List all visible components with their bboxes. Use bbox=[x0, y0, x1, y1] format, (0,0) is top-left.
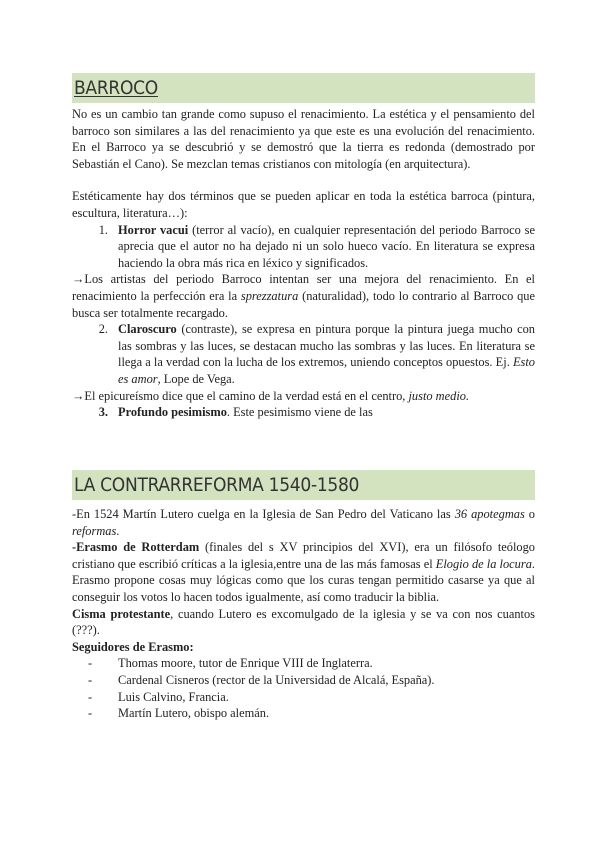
item-text: . Este pesimismo viene de las bbox=[226, 405, 373, 420]
list-number: 3. bbox=[98, 405, 108, 420]
example-title: Esto es amor bbox=[118, 355, 535, 386]
barroco-note-2 bbox=[72, 388, 535, 405]
term-cisma: Cisma protestante bbox=[72, 606, 171, 621]
item-text: , Lope de Vega. bbox=[157, 371, 235, 386]
follower-text: Luis Calvino, Francia. bbox=[118, 689, 229, 704]
list-item bbox=[88, 705, 535, 722]
list-number: 1. bbox=[98, 222, 108, 237]
paragraph-text: . bbox=[116, 523, 120, 538]
term-justo-medio: justo medio. bbox=[408, 388, 470, 403]
term-sprezzatura: sprezzatura bbox=[240, 288, 299, 303]
heading-barroco-text: BARROCO bbox=[74, 77, 158, 99]
list-dash: - bbox=[88, 672, 93, 687]
list-item bbox=[88, 672, 535, 689]
followers-heading: Seguidores de Erasmo: bbox=[72, 639, 194, 654]
term-pesimismo: Profundo pesimismo bbox=[118, 405, 227, 420]
term-claroscuro: Claroscuro bbox=[118, 322, 177, 337]
item-text: (contraste), se expresa en pintura porque la pintura juega mucho con las sombras y las luces, se destacan mucho las sombras y las luces. En literatura se llega a la verdad con la lucha de los extremos, uniendo conceptos opuestos. Ej. bbox=[118, 322, 535, 370]
paragraph-text: . Erasmo propone cosas muy lógicas como que los curas tengan permitido casarse ya que al conseguir los votos lo hacen todos igualmente, así como traducir la biblia. bbox=[72, 556, 536, 604]
list-item-horror-vacui bbox=[86, 222, 535, 272]
term-apotegmas: 36 apotegmas bbox=[454, 507, 525, 521]
barroco-note-1 bbox=[72, 271, 535, 321]
list-number: 2. bbox=[98, 322, 108, 337]
paragraph-text: o bbox=[524, 507, 535, 521]
note-text: (naturalidad), todo lo contrario al Barroco que busca ser totalmente recargado. bbox=[72, 288, 535, 320]
barroco-terms-intro: Estéticamente hay dos términos que se pueden aplicar en toda la estética barroca (pintura, escultura, literatura…): bbox=[72, 189, 535, 220]
list-dash: - bbox=[88, 706, 93, 721]
list-item bbox=[88, 655, 535, 672]
section-barroco bbox=[72, 73, 535, 421]
follower-text: Martín Lutero, obispo alemán. bbox=[118, 706, 270, 721]
paragraph-text: , cuando Lutero es excomulgado de la iglesia y se va con nos cuantos (???). bbox=[72, 606, 535, 638]
title-elogio-locura: Elogio de la locura bbox=[435, 556, 532, 571]
heading-barroco bbox=[72, 73, 535, 103]
follower-text: Thomas moore, tutor de Enrique VIII de Inglaterra. bbox=[118, 656, 373, 671]
item-text: (terror al vacío), en cualquier representación del periodo Barroco se aprecia que el autor no ha dejado ni un solo hueco vacío. En literatura se expresa haciendo la obra más rica en léxico y significados. bbox=[118, 222, 535, 270]
term-erasmo: -Erasmo de Rotterdam bbox=[72, 540, 200, 555]
term-reformas: reformas bbox=[72, 523, 117, 538]
follower-text: Cardenal Cisneros (rector de la Universidad de Alcalá, España). bbox=[118, 672, 435, 687]
note-text: →Los artistas del periodo Barroco intentan ser una mejora del renacimiento. En el renacimiento la perfección era la bbox=[72, 272, 535, 303]
paragraph-text: (finales del s XV principios del XVI), era un filósofo teólogo cristiano que escribió críticas a la iglesia,entre una de las más famosas el bbox=[72, 540, 535, 571]
contrarreforma-p2 bbox=[72, 539, 535, 605]
list-dash: - bbox=[88, 656, 93, 671]
paragraph-text: -En 1524 Martín Lutero cuelga en la Iglesia de San Pedro del Vaticano las bbox=[72, 507, 455, 521]
list-item-claroscuro bbox=[86, 321, 535, 387]
contrarreforma-p3 bbox=[72, 606, 535, 639]
heading-contrarreforma-text: LA CONTRARREFORMA 1540-1580 bbox=[74, 474, 360, 496]
term-horror-vacui: Horror vacui bbox=[118, 222, 189, 237]
contrarreforma-p1 bbox=[72, 506, 535, 539]
barroco-intro: No es un cambio tan grande como supuso el renacimiento. La estética y el pensamiento del barroco son similares a las del renacimiento ya que este es una evolución del renacimiento. En el Barroco ya se descubrió y se demostró que la tierra es redonda (demostrado por Sebastián el Cano). Se mezclan temas cristianos con mitología (en arquitectura). bbox=[72, 107, 535, 171]
section-contrarreforma bbox=[72, 470, 535, 722]
list-dash: - bbox=[88, 689, 93, 704]
list-item-pesimismo bbox=[86, 404, 535, 421]
heading-contrarreforma bbox=[72, 470, 535, 500]
list-item bbox=[88, 689, 535, 706]
followers-title bbox=[72, 639, 535, 656]
note-text: →El epicureísmo dice que el camino de la verdad está en el centro, bbox=[72, 388, 409, 403]
